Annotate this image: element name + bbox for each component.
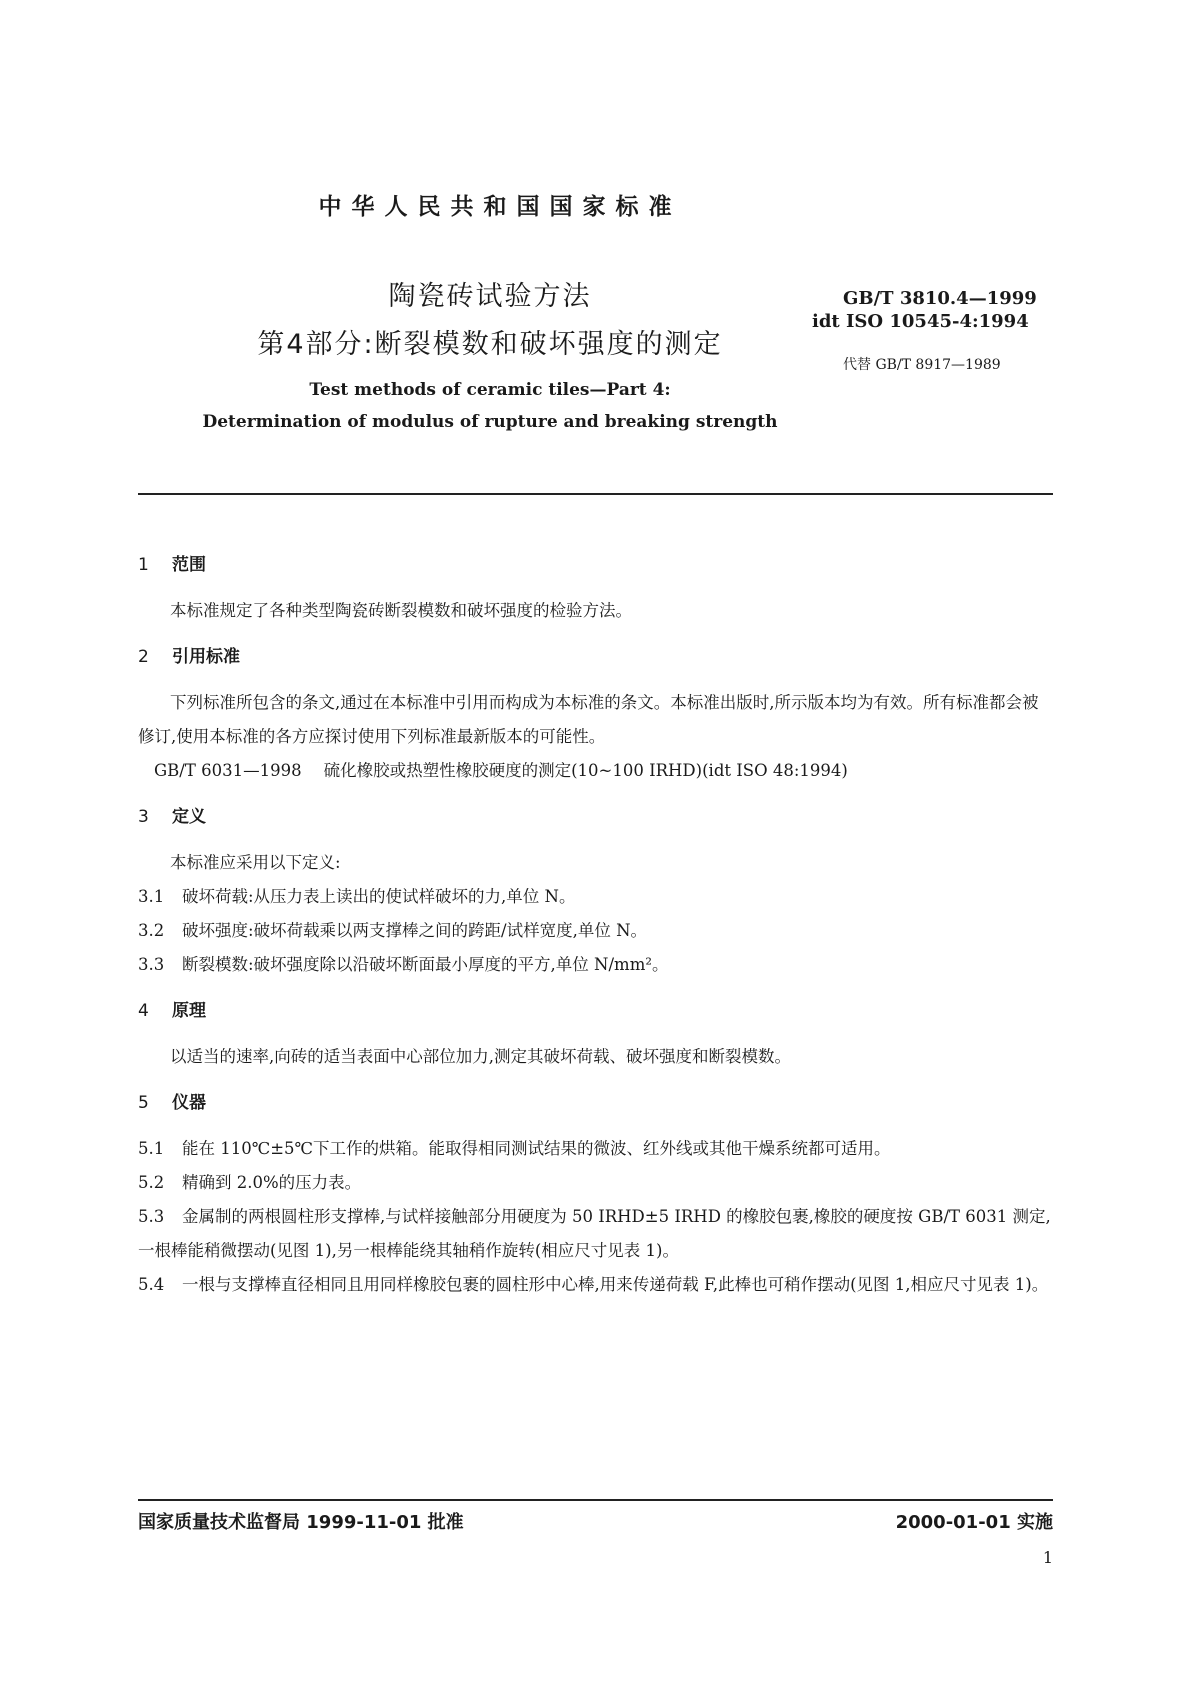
principle-paragraph: 以适当的速率,向砖的适当表面中心部位加力,测定其破坏荷载、破坏强度和断裂模数。	[170, 1047, 791, 1066]
scope-paragraph: 本标准规定了各种类型陶瓷砖断裂模数和破坏强度的检验方法。	[170, 601, 632, 620]
reference-code: GB/T 6031—1998	[154, 761, 302, 780]
clause-item	[138, 948, 1053, 982]
section-heading-principle	[138, 994, 1053, 1028]
section-number: 3	[138, 807, 149, 827]
references-paragraph: 下列标准所包含的条文,通过在本标准中引用而构成为本标准的条文。本标准出版时,所示版本均为有效。所有标准都会被修订,使用本标准的各方应探讨使用下列标准最新版本的可能性。	[138, 693, 1039, 746]
standard-replaces: 代替 GB/T 8917—1989	[843, 357, 1001, 373]
clause-number: 3.2	[138, 921, 165, 940]
section-title: 原理	[172, 1001, 206, 1021]
section-heading-references	[138, 640, 1053, 674]
section-number: 5	[138, 1093, 149, 1113]
clause-number: 5.4	[138, 1275, 165, 1294]
clause-text: 一根与支撑棒直径相同且用同样橡胶包裹的圆柱形中心棒,用来传递荷载 F,此棒也可稍作摆动(见图 1,相应尺寸见表 1)。	[182, 1275, 1049, 1294]
footer-divider	[138, 1499, 1053, 1501]
title-cn-line2: 第4部分:断裂模数和破坏强度的测定	[257, 329, 723, 360]
reference-entry	[138, 754, 1053, 788]
clause-number: 3.3	[138, 955, 165, 974]
effective-date: 2000-01-01 实施	[895, 1512, 1053, 1533]
clause-number: 5.3	[138, 1207, 165, 1226]
clause-text: 破坏强度:破坏荷载乘以两支撑棒之间的跨距/试样宽度,单位 N。	[182, 921, 648, 940]
clause-number: 3.1	[138, 887, 165, 906]
clause-text: 精确到 2.0%的压力表。	[182, 1173, 362, 1192]
section-number: 4	[138, 1001, 149, 1021]
section-heading-scope	[138, 548, 1053, 582]
approval-notice: 国家质量技术监督局 1999-11-01 批准	[138, 1512, 464, 1533]
section-number: 1	[138, 555, 149, 575]
section-title: 范围	[172, 555, 206, 575]
clause-text: 金属制的两根圆柱形支撑棒,与试样接触部分用硬度为 50 IRHD±5 IRHD 的橡胶包裹,橡胶的硬度按 GB/T 6031 测定,一根棒能稍微摆动(见图 1),另一根棒能绕其轴稍作旋转(相应尺寸见表 1)。	[138, 1207, 1051, 1260]
national-standard-title: 中华人民共和国国家标准	[318, 194, 682, 220]
clause-item	[138, 1268, 1053, 1302]
reference-title: 硫化橡胶或热塑性橡胶硬度的测定(10~100 IRHD)(idt ISO 48:1994)	[323, 761, 848, 780]
clause-item	[138, 1132, 1053, 1166]
clause-item	[138, 880, 1053, 914]
clause-text: 破坏荷载:从压力表上读出的使试样破坏的力,单位 N。	[182, 887, 576, 906]
title-en-line2: Determination of modulus of rupture and breaking strength	[202, 412, 778, 432]
standard-identical: idt ISO 10545-4:1994	[812, 311, 1029, 332]
clause-number: 5.2	[138, 1173, 165, 1192]
document-body	[138, 548, 1053, 1302]
clause-text: 断裂模数:破坏强度除以沿破坏断面最小厚度的平方,单位 N/mm²。	[182, 955, 669, 974]
standard-code: GB/T 3810.4—1999	[843, 288, 1037, 309]
clause-number: 5.1	[138, 1139, 165, 1158]
section-heading-apparatus	[138, 1086, 1053, 1120]
title-cn-line1: 陶瓷砖试验方法	[388, 281, 592, 312]
clause-text: 能在 110℃±5℃下工作的烘箱。能取得相同测试结果的微波、红外线或其他干燥系统都可适用。	[182, 1139, 891, 1158]
section-title: 定义	[172, 807, 206, 827]
section-title: 仪器	[172, 1093, 206, 1113]
section-title: 引用标准	[172, 647, 240, 667]
section-heading-definitions	[138, 800, 1053, 834]
clause-item	[138, 914, 1053, 948]
section-number: 2	[138, 647, 149, 667]
clause-item	[138, 1200, 1053, 1268]
title-en-line1: Test methods of ceramic tiles—Part 4:	[309, 380, 671, 400]
clause-item	[138, 1166, 1053, 1200]
definitions-intro: 本标准应采用以下定义:	[170, 853, 341, 872]
page-number: 1	[1042, 1548, 1053, 1567]
header-divider	[138, 493, 1053, 495]
